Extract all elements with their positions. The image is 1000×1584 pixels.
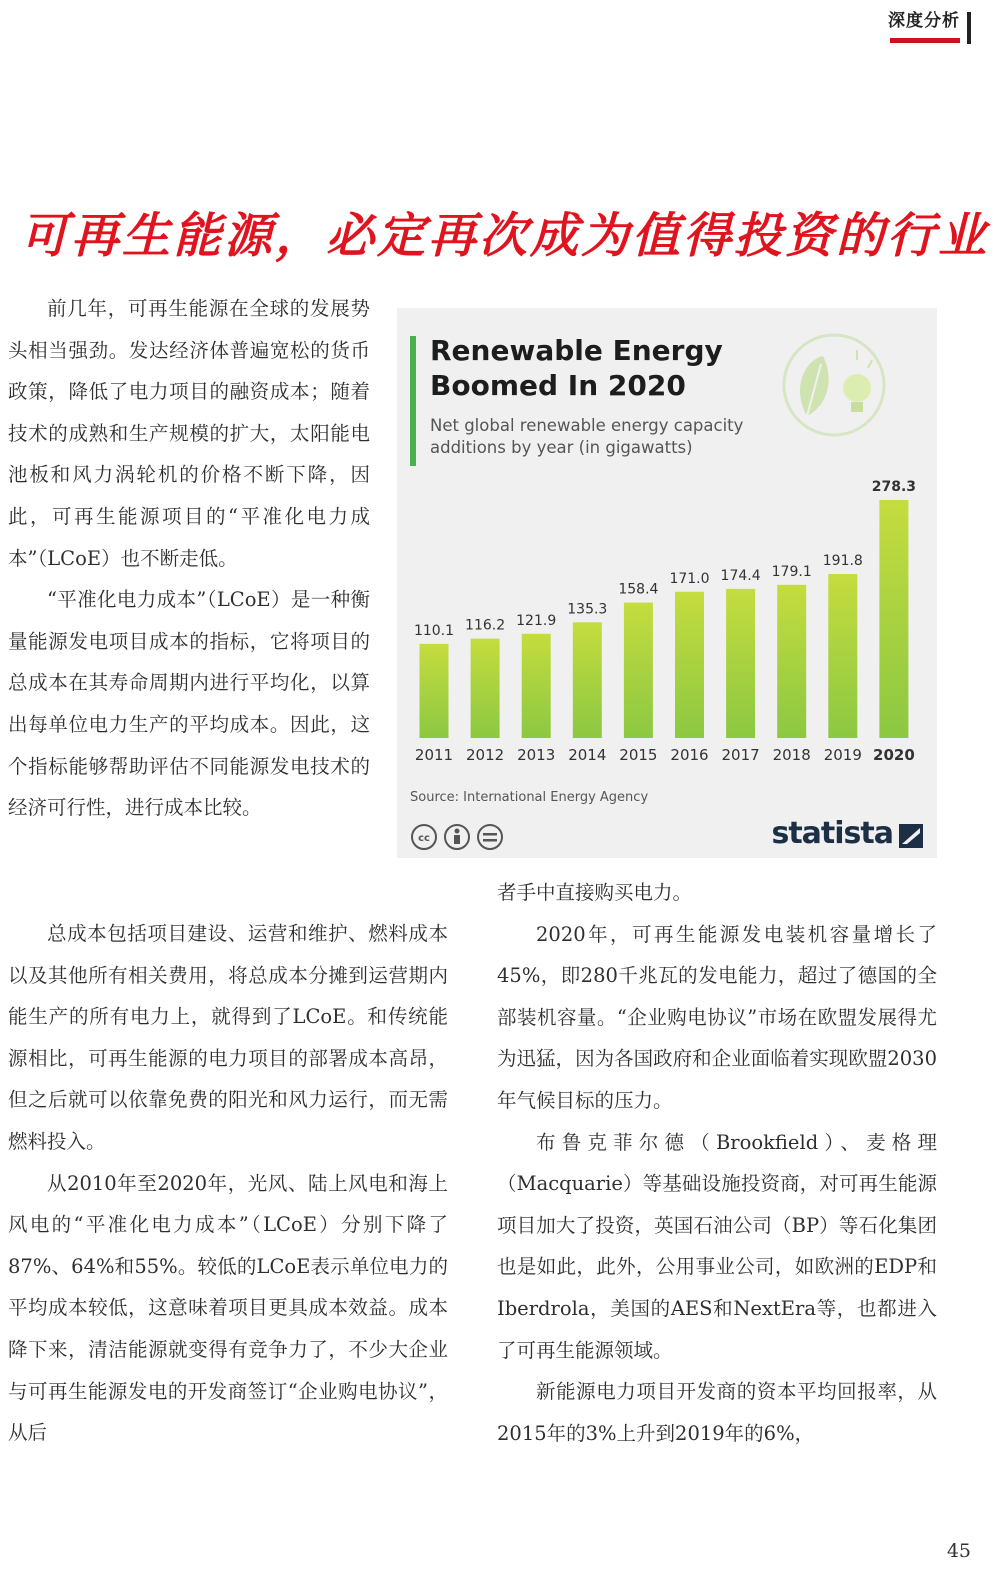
x-tick-label: 2016 [670, 746, 709, 764]
right-column [497, 872, 937, 1454]
bar-2011 [420, 644, 449, 738]
x-tick-label: 2017 [721, 746, 760, 764]
value-label: 191.8 [822, 552, 863, 569]
bar-2014 [573, 622, 602, 738]
bar-2017 [726, 589, 755, 738]
bar-2012 [471, 639, 500, 738]
chart-title: Renewable Energy Boomed In 2020 [430, 334, 723, 402]
x-tick-label: 2015 [619, 746, 658, 764]
x-tick-label: 2013 [517, 746, 556, 764]
paragraph: 前几年，可再生能源在全球的发展势头相当强劲。发达经济体普遍宽松的货币政策，降低了电力项目的融资成本；随着技术的成熟和生产规模的扩大，太阳能电池板和风力涡轮机的价格不断下降，因此，可再生能源项目的“平准化电力成本”（LCoE）也不断走低。 [8, 297, 370, 570]
value-label: 158.4 [618, 581, 659, 598]
bar-2013 [522, 634, 551, 738]
value-label: 121.9 [516, 612, 557, 629]
paragraph: 从2010年至2020年，光风、陆上风电和海上风电的“平准化电力成本”（LCoE）分别下降了87%、64%和55%。较低的LCoE表示单位电力的平均成本较低，这意味着项目更具成本效益。成本降下来，清洁能源就变得有竞争力了，不少大企业与可再生能源发电的开发商签订“企业购电协议”，从后 [8, 1171, 448, 1445]
bar-2018 [777, 585, 806, 738]
left-column-bottom [8, 913, 448, 1454]
statista-mark-icon [899, 824, 923, 848]
bar-2020 [879, 500, 908, 738]
statista-logo: statista [771, 816, 893, 851]
bar-chart-plot [397, 308, 937, 778]
x-tick-label: 2018 [772, 746, 811, 764]
bar-2019 [828, 574, 857, 738]
chart-source: Source: International Energy Agency [410, 790, 649, 805]
paragraph: 总成本包括项目建设、运营和维护、燃料成本以及其他所有相关费用，将总成本分摊到运营期内能生产的所有电力上，就得到了LCoE。和传统能源相比，可再生能源的电力项目的部署成本高昂，但之后就可以依靠免费的阳光和风力运行，而无需燃料投入。 [8, 922, 448, 1153]
paragraph: 新能源电力项目开发商的资本平均回报率，从2015年的3%上升到2019年的6%， [497, 1380, 937, 1445]
left-column-top [8, 288, 370, 829]
creative-commons-icons [410, 822, 510, 852]
x-tick-label: 2019 [823, 746, 862, 764]
value-label: 174.4 [720, 567, 761, 584]
section-label: 深度分析 [888, 11, 960, 31]
bar-2015 [624, 603, 653, 738]
paragraph: 布鲁克菲尔德（Brookfield）、麦格理（Macquarie）等基础设施投资商，对可再生能源项目加大了投资，英国石油公司（BP）等石化集团也是如此，此外，公用事业公司，如欧洲的EDP和Iberdrola，美国的AES和NextEra等，也都进入了可再生能源领域。 [497, 1130, 937, 1362]
chart-subtitle: Net global renewable energy capacity additions by year (in gigawatts) [430, 416, 744, 457]
paragraph: 2020年，可再生能源发电装机容量增长了45%，即280千兆瓦的发电能力，超过了德国的全部装机容量。“企业购电协议”市场在欧盟发展得尤为迅猛，因为各国政府和企业面临着实现欧盟2030年气候目标的压力。 [497, 922, 937, 1112]
value-label: 135.3 [567, 601, 608, 618]
value-label: 278.3 [871, 479, 917, 495]
paragraph: “平准化电力成本”（LCoE）是一种衡量能源发电项目成本的指标，它将项目的总成本在其寿命周期内进行平均化，以算出每单位电力生产的平均成本。因此，这个指标能够帮助评估不同能源发电技术的经济可行性，进行成本比较。 [8, 588, 370, 820]
section-bar [967, 12, 971, 44]
bar-2016 [675, 592, 704, 738]
x-tick-label: 2011 [414, 746, 454, 764]
renewable-energy-chart [397, 308, 937, 858]
x-tick-label: 2014 [568, 746, 607, 764]
value-label: 110.1 [413, 622, 455, 639]
paragraph: 者手中直接购买电力。 [497, 881, 693, 904]
x-tick-label: 2020 [873, 746, 915, 764]
article-title: 可再生能源，必定再次成为值得投资的行业 [20, 208, 990, 264]
value-label: 179.1 [771, 563, 812, 580]
x-tick-label: 2012 [466, 746, 505, 764]
svg-text:cc: cc [418, 833, 430, 844]
section-underline [890, 38, 960, 43]
value-label: 116.2 [465, 617, 506, 634]
value-label: 171.0 [669, 570, 710, 587]
page-number: 45 [946, 1540, 971, 1562]
